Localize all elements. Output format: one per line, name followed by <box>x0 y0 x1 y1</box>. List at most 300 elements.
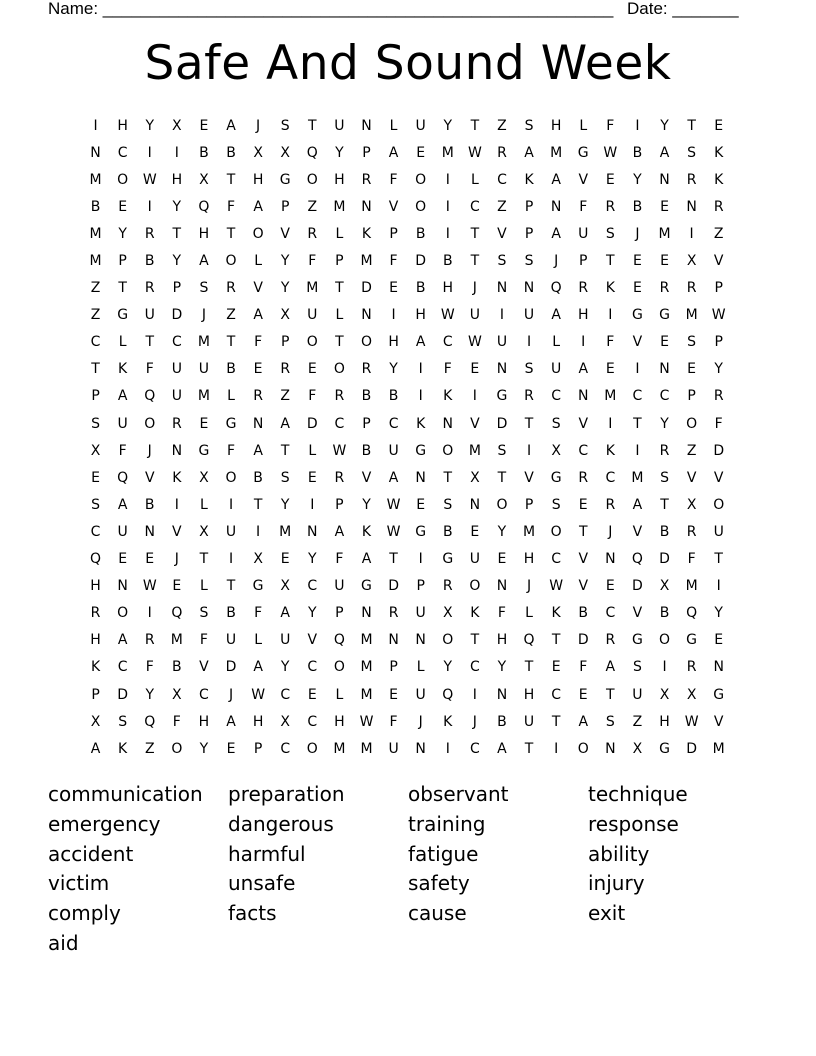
grid-letter: B <box>253 469 263 486</box>
grid-letter: U <box>334 578 345 595</box>
grid-letter: T <box>199 551 209 568</box>
grid-letter: T <box>118 280 127 297</box>
grid-letter: V <box>253 280 263 297</box>
grid-letter: G <box>279 171 291 188</box>
grid-letter: R <box>253 388 263 405</box>
grid-letter: J <box>147 442 152 459</box>
name-field-label: Name: ______________________________________________________ <box>48 0 614 18</box>
grid-letter: U <box>388 442 399 459</box>
grid-letter: I <box>608 415 613 432</box>
grid-letter: B <box>199 144 209 161</box>
grid-letter: U <box>578 225 589 242</box>
grid-letter: H <box>198 225 210 242</box>
grid-letter: M <box>360 659 373 676</box>
grid-letter: I <box>445 225 450 242</box>
grid-letter: U <box>523 307 535 324</box>
grid-letter: M <box>441 144 454 161</box>
grid-letter: I <box>608 307 613 324</box>
grid-letter: B <box>144 253 155 270</box>
grid-letter: K <box>470 605 480 622</box>
grid-letter: L <box>200 578 208 595</box>
grid-letter: A <box>253 307 263 324</box>
grid-letter: Y <box>145 117 155 134</box>
grid-letter: M <box>523 523 536 540</box>
grid-letter: O <box>496 496 508 513</box>
grid-letter: D <box>361 280 372 297</box>
grid-letter: A <box>253 198 263 215</box>
grid-letter: W <box>251 686 266 703</box>
grid-letter: B <box>226 361 236 378</box>
grid-letter: C <box>307 659 318 676</box>
grid-letter: E <box>199 415 209 432</box>
grid-letter: E <box>118 198 128 215</box>
grid-letter: O <box>306 171 318 188</box>
grid-letter: W <box>684 713 699 730</box>
grid-letter: H <box>388 334 399 351</box>
grid-letter: P <box>389 659 398 676</box>
grid-letter: S <box>280 469 290 486</box>
grid-letter: G <box>496 388 508 405</box>
grid-letter: X <box>199 171 209 188</box>
grid-letter: K <box>416 415 426 432</box>
grid-letter: F <box>199 632 208 649</box>
grid-letter: O <box>713 496 725 513</box>
grid-letter: I <box>418 388 423 405</box>
grid-letter: Q <box>144 388 156 405</box>
grid-letter: T <box>172 225 182 242</box>
grid-letter: G <box>198 442 210 459</box>
grid-letter: E <box>660 253 669 270</box>
grid-letter: I <box>228 496 234 513</box>
grid-letter: R <box>713 388 724 405</box>
grid-letter: T <box>443 469 453 486</box>
grid-letter: D <box>496 415 508 432</box>
grid-letter: F <box>335 551 344 568</box>
grid-letter: B <box>659 605 670 622</box>
grid-letter: Y <box>389 361 398 378</box>
grid-letter: D <box>713 442 725 459</box>
grid-letter: Y <box>660 117 669 134</box>
grid-letter: H <box>198 713 210 730</box>
grid-letter: N <box>659 171 670 188</box>
grid-letter: J <box>418 713 423 730</box>
grid-letter: F <box>389 171 398 188</box>
grid-letter: Y <box>280 659 290 676</box>
grid-letter: T <box>226 334 236 351</box>
grid-letter: H <box>171 171 183 188</box>
word-list-item: unsafe <box>228 871 296 896</box>
grid-letter: C <box>551 686 562 703</box>
grid-letter: D <box>171 307 183 324</box>
grid-letter: U <box>713 523 724 540</box>
grid-letter: R <box>713 198 724 215</box>
grid-letter: F <box>687 551 696 568</box>
grid-letter: A <box>199 253 209 270</box>
grid-letter: M <box>89 171 102 188</box>
grid-letter: F <box>308 253 317 270</box>
grid-letter: O <box>469 578 481 595</box>
grid-letter: T <box>226 171 236 188</box>
grid-letter: N <box>415 740 426 757</box>
grid-letter: A <box>90 740 101 757</box>
grid-letter: Y <box>172 253 182 270</box>
grid-letter: R <box>334 388 345 405</box>
grid-letter: R <box>686 280 697 297</box>
grid-letter: E <box>497 551 507 568</box>
grid-letter: C <box>497 171 507 188</box>
grid-letter: W <box>603 144 618 161</box>
grid-letter: P <box>362 144 371 161</box>
grid-letter: A <box>551 171 561 188</box>
grid-letter: B <box>632 144 643 161</box>
grid-letter: A <box>524 144 534 161</box>
grid-letter: U <box>334 117 345 134</box>
grid-letter: N <box>577 388 589 405</box>
grid-letter: U <box>415 686 426 703</box>
grid-letter: F <box>497 605 506 622</box>
grid-letter: T <box>145 334 155 351</box>
grid-letter: R <box>361 171 372 188</box>
grid-letter: X <box>686 686 697 703</box>
grid-letter: E <box>714 632 724 649</box>
grid-letter: F <box>226 198 236 215</box>
grid-letter: J <box>608 523 613 540</box>
grid-letter: G <box>415 442 427 459</box>
grid-letter: N <box>496 361 508 378</box>
grid-letter: X <box>659 578 670 595</box>
grid-letter: E <box>307 686 317 703</box>
grid-letter: C <box>90 334 101 351</box>
grid-letter: P <box>687 388 696 405</box>
word-list-item: communication <box>48 782 203 806</box>
grid-letter: T <box>524 740 534 757</box>
grid-letter: F <box>389 253 398 270</box>
word-list-item: observant <box>408 782 509 806</box>
grid-letter: V <box>632 334 643 351</box>
grid-letter: J <box>256 117 261 134</box>
grid-letter: V <box>497 225 507 242</box>
grid-letter: I <box>716 578 721 595</box>
word-list-item: dangerous <box>228 811 334 836</box>
grid-letter: E <box>605 578 615 595</box>
grid-letter: E <box>307 469 317 486</box>
grid-letter: I <box>635 442 640 459</box>
grid-letter: T <box>226 578 236 595</box>
grid-letter: D <box>415 253 427 270</box>
grid-letter: E <box>416 496 426 513</box>
grid-letter: V <box>307 632 318 649</box>
grid-letter: H <box>659 713 670 730</box>
grid-letter: B <box>415 280 426 297</box>
grid-letter: R <box>171 415 182 432</box>
grid-letter: B <box>415 225 426 242</box>
grid-letter: L <box>335 307 344 324</box>
grid-letter: Q <box>198 198 210 215</box>
grid-letter: O <box>686 415 698 432</box>
grid-letter: N <box>361 605 372 622</box>
grid-letter: P <box>524 225 534 242</box>
grid-letter: Z <box>686 442 697 459</box>
grid-letter: V <box>524 469 534 486</box>
grid-letter: V <box>632 523 643 540</box>
grid-letter: A <box>632 496 643 513</box>
grid-letter: P <box>714 280 723 297</box>
grid-letter: H <box>90 578 101 595</box>
word-list-item: technique <box>588 782 688 806</box>
grid-letter: U <box>117 415 128 432</box>
grid-letter: B <box>226 605 236 622</box>
grid-letter: R <box>686 171 697 188</box>
grid-letter: A <box>605 659 616 676</box>
grid-letter: H <box>334 171 345 188</box>
grid-letter: P <box>524 198 534 215</box>
grid-letter: I <box>554 740 559 757</box>
grid-letter: F <box>579 659 588 676</box>
grid-letter: L <box>579 117 588 134</box>
grid-letter: O <box>415 198 427 215</box>
grid-letter: B <box>361 388 372 405</box>
grid-letter: T <box>470 253 480 270</box>
grid-letter: Y <box>362 496 371 513</box>
grid-letter: W <box>142 578 157 595</box>
word-list-item: facts <box>228 901 277 926</box>
grid-letter: H <box>117 117 128 134</box>
grid-letter: T <box>551 713 561 730</box>
grid-letter: W <box>332 442 347 459</box>
grid-letter: N <box>361 117 372 134</box>
grid-letter: O <box>117 171 129 188</box>
grid-letter: I <box>499 307 505 324</box>
grid-letter: G <box>117 307 129 324</box>
grid-letter: N <box>605 551 616 568</box>
grid-letter: H <box>252 713 264 730</box>
grid-letter: S <box>199 280 209 297</box>
grid-letter: T <box>226 225 236 242</box>
grid-letter: A <box>578 713 589 730</box>
grid-letter: N <box>523 280 535 297</box>
grid-letter: Z <box>280 388 290 405</box>
grid-letter: G <box>577 144 589 161</box>
grid-letter: E <box>145 551 155 568</box>
grid-letter: R <box>226 280 236 297</box>
grid-letter: C <box>469 198 480 215</box>
grid-letter: G <box>225 415 237 432</box>
grid-letter: O <box>442 632 454 649</box>
grid-letter: A <box>226 713 236 730</box>
grid-letter: R <box>144 225 155 242</box>
grid-letter: Y <box>714 361 723 378</box>
grid-letter: T <box>91 361 100 378</box>
grid-letter: P <box>91 388 100 405</box>
grid-letter: J <box>526 578 532 595</box>
grid-letter: W <box>467 144 482 161</box>
grid-letter: C <box>632 388 643 405</box>
grid-letter: S <box>91 415 100 432</box>
grid-letter: F <box>606 117 615 134</box>
grid-letter: V <box>578 551 589 568</box>
grid-letter: I <box>147 198 152 215</box>
grid-letter: M <box>170 632 183 649</box>
grid-letter: P <box>335 605 344 622</box>
grid-letter: K <box>361 523 372 540</box>
grid-letter: P <box>280 334 290 351</box>
grid-letter: K <box>443 388 453 405</box>
grid-letter: G <box>686 632 698 649</box>
grid-letter: W <box>386 496 401 513</box>
grid-letter: F <box>118 442 127 459</box>
grid-letter: M <box>631 469 644 486</box>
grid-letter: H <box>334 713 345 730</box>
grid-letter: B <box>497 713 507 730</box>
grid-letter: X <box>686 253 697 270</box>
grid-letter: M <box>360 253 373 270</box>
grid-letter: F <box>254 334 263 351</box>
grid-letter: P <box>253 740 263 757</box>
grid-letter: M <box>279 523 292 540</box>
grid-letter: E <box>470 361 480 378</box>
grid-letter: S <box>497 253 507 270</box>
grid-letter: Z <box>144 740 155 757</box>
grid-letter: V <box>144 469 155 486</box>
grid-letter: H <box>90 632 101 649</box>
grid-letter: H <box>252 171 264 188</box>
grid-letter: I <box>174 496 179 513</box>
grid-letter: D <box>306 415 318 432</box>
grid-letter: N <box>144 523 155 540</box>
grid-letter: K <box>714 144 724 161</box>
grid-letter: Q <box>171 605 183 622</box>
grid-letter: V <box>361 469 372 486</box>
grid-letter: E <box>551 659 561 676</box>
grid-letter: Y <box>335 144 344 161</box>
grid-letter: Q <box>686 605 698 622</box>
grid-letter: F <box>389 713 398 730</box>
grid-letter: X <box>280 307 290 324</box>
grid-letter: G <box>631 307 643 324</box>
grid-letter: R <box>144 632 155 649</box>
grid-letter: P <box>416 578 425 595</box>
grid-letter: E <box>118 551 128 568</box>
grid-letter: Y <box>199 740 209 757</box>
grid-letter: H <box>550 117 562 134</box>
grid-letter: R <box>578 469 589 486</box>
grid-letter: L <box>200 496 208 513</box>
grid-letter: A <box>117 388 128 405</box>
grid-letter: Q <box>90 551 102 568</box>
grid-letter: U <box>415 605 426 622</box>
grid-letter: J <box>472 713 477 730</box>
grid-letter: S <box>524 117 534 134</box>
grid-letter: I <box>581 334 586 351</box>
grid-letter: T <box>280 442 290 459</box>
grid-letter: Z <box>713 225 724 242</box>
grid-letter: K <box>714 171 724 188</box>
grid-letter: S <box>605 225 615 242</box>
grid-letter: T <box>470 225 480 242</box>
grid-letter: O <box>306 334 318 351</box>
grid-letter: I <box>472 686 477 703</box>
grid-letter: Q <box>631 551 643 568</box>
grid-letter: J <box>472 280 477 297</box>
grid-letter: D <box>225 659 237 676</box>
grid-letter: T <box>687 117 696 134</box>
grid-letter: V <box>172 523 182 540</box>
grid-letter: N <box>605 740 616 757</box>
grid-letter: E <box>660 198 669 215</box>
grid-letter: P <box>91 686 100 703</box>
grid-letter: I <box>310 496 315 513</box>
grid-letter: L <box>335 225 344 242</box>
grid-letter: E <box>605 361 615 378</box>
grid-letter: R <box>280 361 291 378</box>
grid-letter: C <box>469 659 480 676</box>
grid-letter: G <box>415 523 427 540</box>
grid-letter: G <box>442 551 454 568</box>
grid-letter: B <box>442 523 453 540</box>
grid-letter: A <box>361 551 372 568</box>
grid-letter: U <box>632 686 643 703</box>
grid-letter: R <box>524 388 534 405</box>
grid-letter: Y <box>172 198 182 215</box>
grid-letter: D <box>117 686 129 703</box>
grid-letter: I <box>228 551 234 568</box>
grid-letter: D <box>659 551 670 568</box>
grid-letter: O <box>171 740 183 757</box>
grid-letter: C <box>388 415 399 432</box>
grid-letter: E <box>632 280 642 297</box>
grid-letter: I <box>445 740 450 757</box>
grid-letter: P <box>172 280 182 297</box>
grid-letter: F <box>443 361 452 378</box>
grid-letter: X <box>172 117 182 134</box>
grid-letter: F <box>579 198 588 215</box>
grid-letter: U <box>496 334 508 351</box>
grid-letter: K <box>172 469 182 486</box>
grid-letter: B <box>442 253 453 270</box>
grid-letter: U <box>307 307 318 324</box>
word-list <box>48 780 768 959</box>
grid-letter: V <box>713 253 724 270</box>
grid-letter: K <box>524 171 534 188</box>
grid-letter: D <box>632 578 643 595</box>
grid-letter: D <box>388 578 399 595</box>
grid-letter: Y <box>308 551 317 568</box>
grid-letter: X <box>199 469 209 486</box>
grid-letter: E <box>470 523 480 540</box>
grid-letter: E <box>660 334 669 351</box>
grid-letter: B <box>388 388 399 405</box>
grid-letter: B <box>578 605 589 622</box>
grid-letter: J <box>174 551 179 568</box>
grid-letter: S <box>91 496 100 513</box>
grid-letter: A <box>117 632 128 649</box>
grid-letter: E <box>416 144 426 161</box>
word-list-item: safety <box>408 871 470 896</box>
grid-letter: Q <box>523 632 535 649</box>
grid-letter: I <box>526 442 532 459</box>
grid-letter: O <box>252 225 264 242</box>
grid-letter: N <box>659 361 670 378</box>
grid-letter: W <box>467 334 482 351</box>
grid-letter: F <box>172 713 181 730</box>
grid-letter: A <box>388 469 399 486</box>
grid-letter: T <box>497 469 507 486</box>
grid-letter: X <box>280 713 290 730</box>
grid-letter: U <box>469 307 480 324</box>
grid-letter: X <box>280 144 290 161</box>
grid-letter: E <box>578 686 588 703</box>
grid-letter: S <box>687 144 697 161</box>
